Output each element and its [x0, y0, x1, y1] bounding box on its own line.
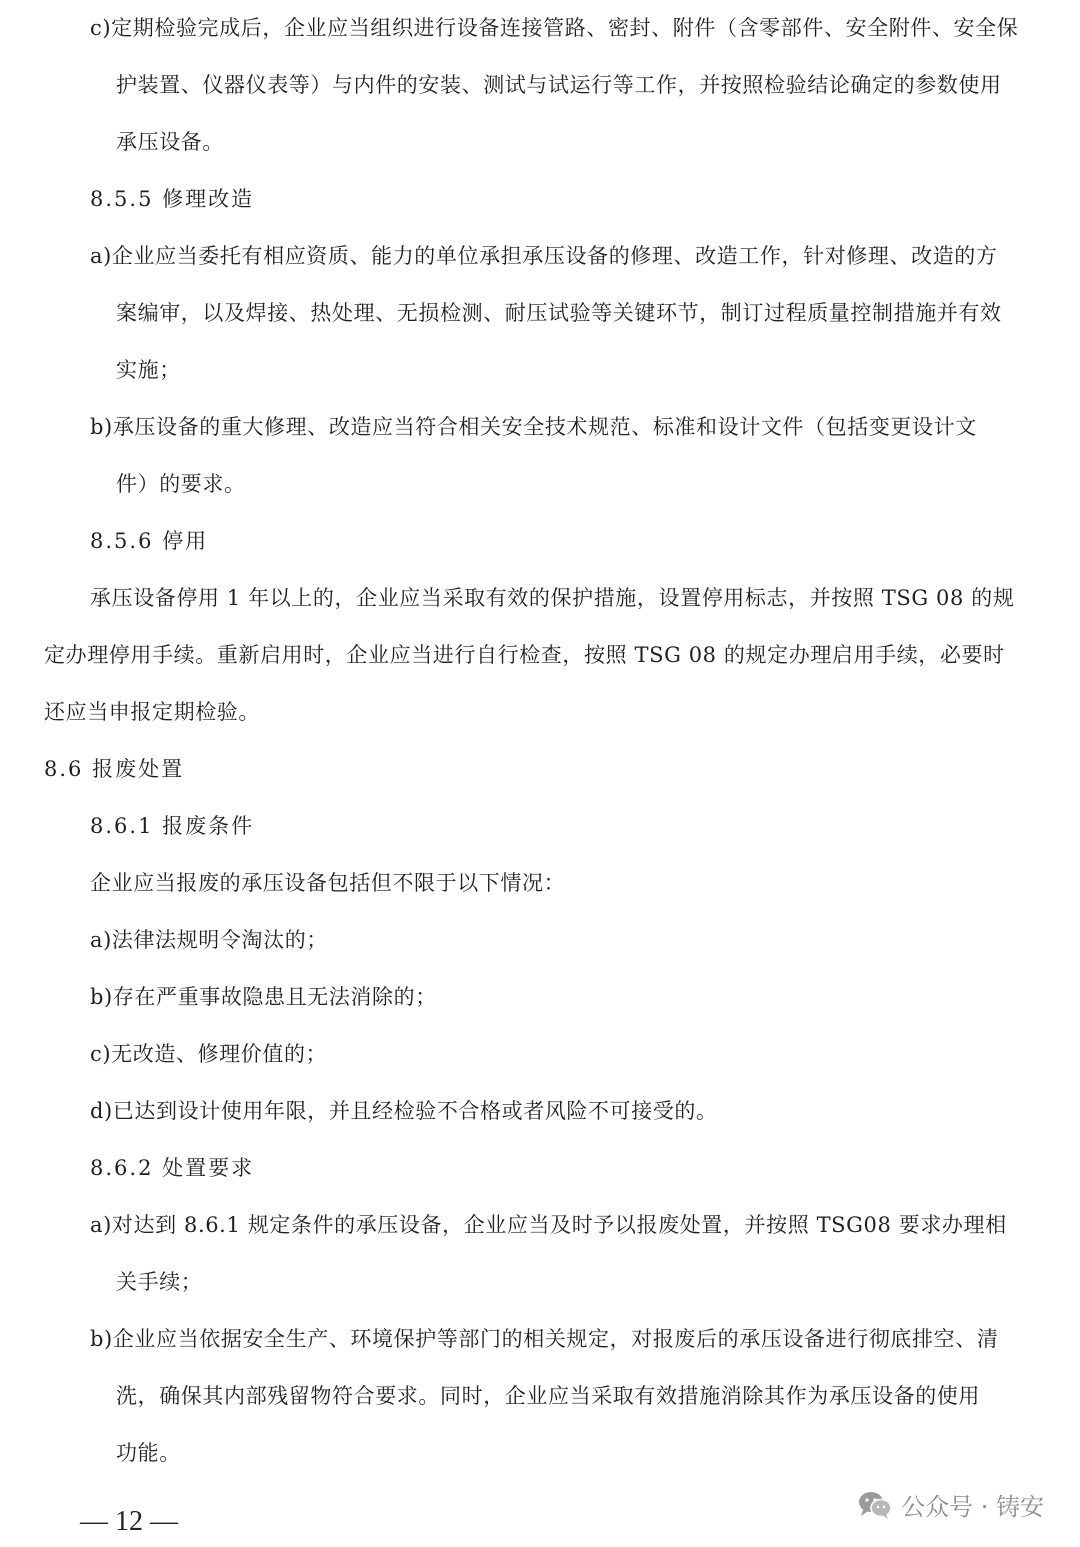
text-line: 件）的要求。 [116, 472, 246, 496]
text-line: c)定期检验完成后，企业应当组织进行设备连接管路、密封、附件（含零部件、安全附件、安全保 [90, 16, 1019, 40]
text-line: 功能。 [116, 1441, 181, 1465]
wechat-icon [857, 1490, 893, 1520]
section-heading: 8.5.6 停用 [90, 529, 209, 553]
text-line: 护装置、仪器仪表等）与内件的安装、测试与试运行等工作，并按照检验结论确定的参数使用 [116, 73, 1002, 97]
page-number: — 12 — [80, 1506, 178, 1537]
watermark-text: 公众号 · 铸安 [901, 1493, 1044, 1521]
text-line: b)企业应当依据安全生产、环境保护等部门的相关规定，对报废后的承压设备进行彻底排空、清 [90, 1327, 999, 1351]
section-heading: 8.6.2 处置要求 [90, 1156, 255, 1180]
section-heading: 8.6 报废处置 [44, 757, 185, 781]
text-line: 案编审，以及焊接、热处理、无损检测、耐压试验等关键环节，制订过程质量控制措施并有效 [116, 301, 1002, 325]
text-line: b)存在严重事故隐患且无法消除的； [90, 985, 437, 1009]
text-line: 关手续； [116, 1270, 203, 1294]
watermark [857, 1487, 1044, 1522]
text-line: a)对达到 8.6.1 规定条件的承压设备，企业应当及时予以报废处置，并按照 TSG08 要求办理相 [90, 1213, 1007, 1237]
text-line: 承压设备停用 1 年以上的，企业应当采取有效的保护措施，设置停用标志，并按照 TSG 08 的规 [90, 586, 1015, 610]
section-heading: 8.6.1 报废条件 [90, 814, 255, 838]
text-line: 定办理停用手续。重新启用时，企业应当进行自行检查，按照 TSG 08 的规定办理启用手续，必要时 [44, 643, 1005, 667]
text-line: c)无改造、修理价值的； [90, 1042, 328, 1066]
text-line: 还应当申报定期检验。 [44, 700, 260, 724]
text-line: 企业应当报废的承压设备包括但不限于以下情况： [90, 871, 566, 895]
text-line: 承压设备。 [116, 130, 224, 154]
text-line: a)法律法规明令淘汰的； [90, 928, 328, 952]
text-line: 洗，确保其内部残留物符合要求。同时，企业应当采取有效措施消除其作为承压设备的使用 [116, 1384, 980, 1408]
section-heading: 8.5.5 修理改造 [90, 187, 255, 211]
text-line: 实施； [116, 358, 181, 382]
text-line: a)企业应当委托有相应资质、能力的单位承担承压设备的修理、改造工作，针对修理、改造的方 [90, 244, 998, 268]
text-line: b)承压设备的重大修理、改造应当符合相关安全技术规范、标准和设计文件（包括变更设计文 [90, 415, 977, 439]
text-line: d)已达到设计使用年限，并且经检验不合格或者风险不可接受的。 [90, 1099, 718, 1123]
